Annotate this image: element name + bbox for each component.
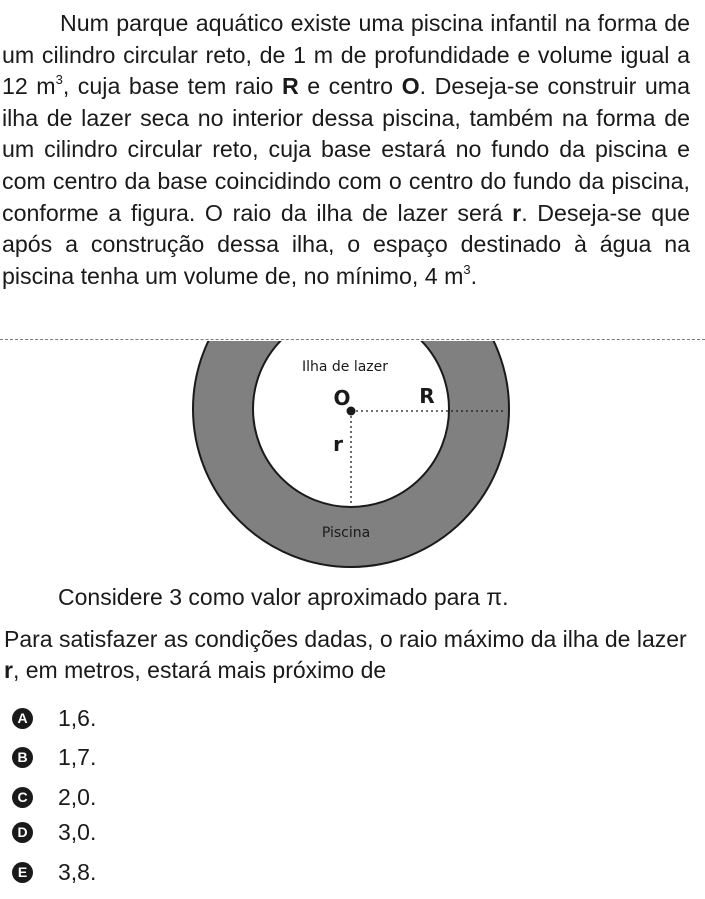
option-a-text: 1,6. — [58, 704, 97, 731]
problem-text-6: . — [470, 262, 478, 289]
problem-text-3: e centro — [298, 73, 402, 100]
exponent: 3 — [55, 72, 63, 88]
option-b[interactable] — [12, 743, 96, 771]
option-a-badge: A — [12, 708, 33, 729]
option-d-text: 3,0. — [58, 818, 97, 845]
island-label: Ilha de lazer — [301, 359, 389, 375]
exponent: 3 — [463, 261, 471, 277]
option-c-badge: C — [12, 787, 33, 808]
option-e[interactable] — [12, 858, 96, 886]
R-label: R — [419, 384, 435, 408]
problem-text-4: . Deseja-se construir uma ilha de lazer seca no interior dessa piscina, também na forma de um cilindro circular reto, cuja base estará no fundo da piscina e com centro da base coincidindo com o centro do fundo da piscina, conforme a figura. O raio da ilha de lazer será — [2, 73, 690, 226]
center-label: O — [333, 386, 351, 410]
problem-text-5: . Deseja-se que após a construção dessa ilha, o espaço destinado à água na piscina tenha um volume de, no mínimo, 4 m — [2, 199, 690, 289]
option-e-badge: E — [12, 862, 33, 883]
r-label: r — [333, 432, 343, 456]
question-part-2: , em metros, estará mais próximo de — [12, 657, 387, 683]
question-part-1: Para satisfazer as condições dadas, o raio máximo da ilha de lazer — [4, 626, 687, 652]
option-c[interactable] — [12, 783, 96, 811]
center-O-symbol: O — [401, 73, 420, 100]
problem-text-1: Num parque aquático existe uma piscina infantil na forma de um cilindro circular reto, de 1 m de profundidade e volume igual a 12 m — [2, 10, 690, 100]
option-c-text: 2,0. — [58, 783, 97, 810]
radius-r-symbol: r — [512, 199, 522, 226]
option-b-text: 1,7. — [58, 743, 97, 770]
option-b-badge: B — [12, 747, 33, 768]
radius-r-symbol: r — [4, 657, 13, 683]
pool-label: Piscina — [321, 525, 371, 541]
option-e-text: 3,8. — [58, 858, 97, 885]
option-d[interactable] — [12, 818, 96, 846]
option-d-badge: D — [12, 822, 33, 843]
question-text — [4, 624, 704, 686]
problem-text-2: , cuja base tem raio — [62, 73, 282, 100]
option-a[interactable] — [12, 704, 96, 732]
pi-approximation-note: Considere 3 como valor aproximado para π. — [58, 584, 509, 610]
radius-R-symbol: R — [281, 73, 299, 100]
